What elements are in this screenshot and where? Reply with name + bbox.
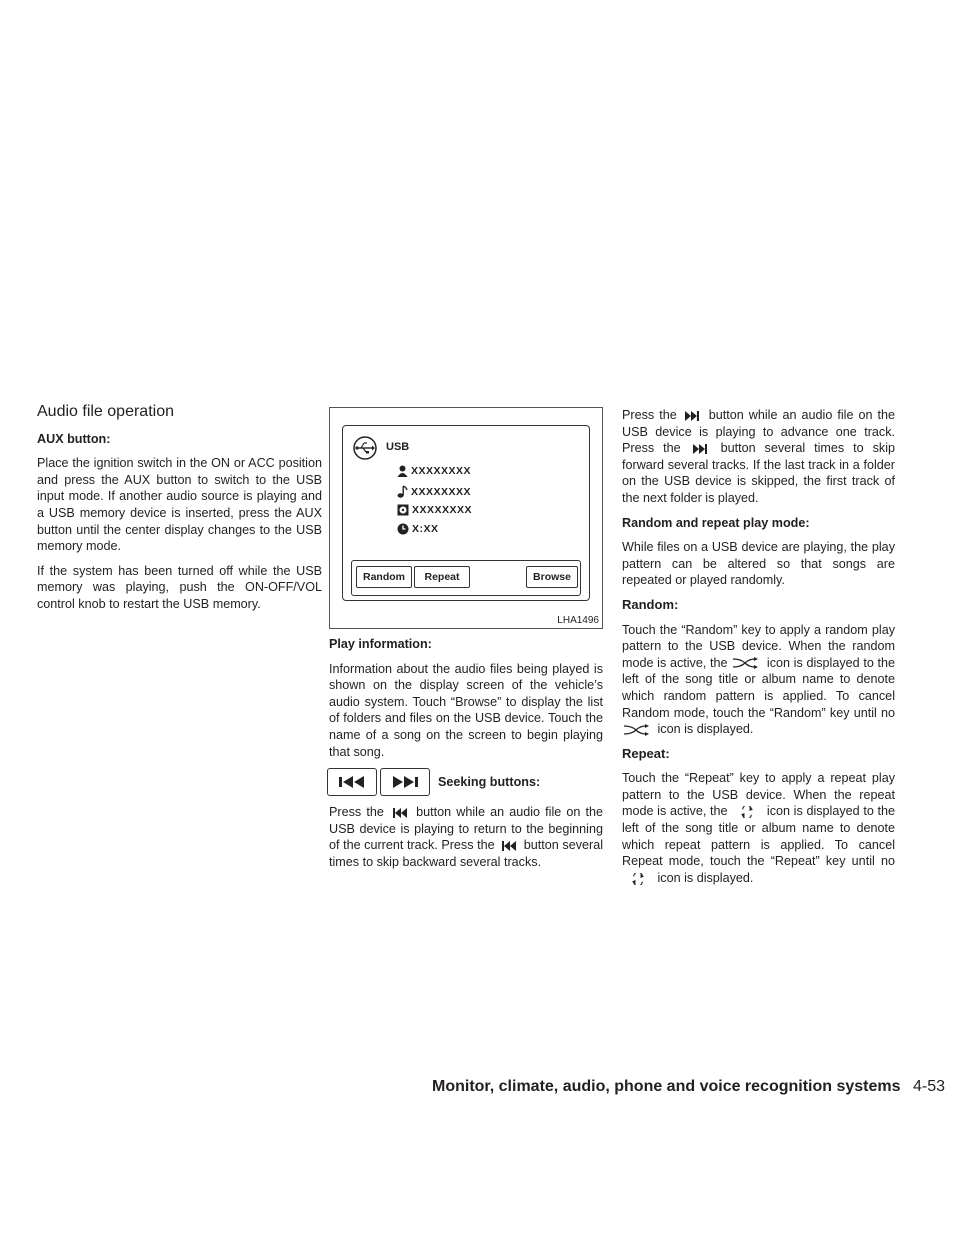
forward-text-c: button several times to skip forward several tracks. If the last track in a folder on the USB device is skipped, the first track of the next folder is played. <box>622 441 896 505</box>
skip-forward-icon <box>682 410 704 422</box>
random-text-c: icon is displayed. <box>657 722 754 737</box>
album-row <box>397 504 472 516</box>
skip-back-icon <box>389 807 411 819</box>
aux-heading: AUX button: <box>37 431 111 446</box>
repeat-heading: Repeat: <box>622 745 670 761</box>
repeat-paragraph <box>622 770 895 886</box>
skip-forward-icon <box>391 776 419 788</box>
random-text-b: icon is displayed to the left of the song title or album name to denote which random pattern is applied. To cancel Random mode, touch the “Random” key until no <box>622 655 896 720</box>
aux-paragraph-2: If the system has been turned off while the USB memory was playing, push the ON-OFF/VOL control knob to restart the USB memory. <box>37 563 322 611</box>
usb-screen-figure <box>329 407 603 629</box>
play-info-paragraph: Information about the audio files being played is shown on the display screen of the vehicle’s audio system. Touch “Browse” to display the list of folders and files on the USB device. Touch the name of a song on the screen to begin playing that song. <box>329 661 603 759</box>
random-repeat-heading: Random and repeat play mode: <box>622 515 810 530</box>
random-text-a: Touch the “Random” key to apply a random play pattern to the USB device. When the random mode is active, the <box>622 622 895 670</box>
random-repeat-paragraph: While files on a USB device are playing, the play pattern can be altered so that songs are repeated or played randomly. <box>622 540 895 588</box>
seek-paragraph <box>329 804 603 870</box>
artist-row <box>397 465 471 477</box>
browse-button[interactable]: Browse <box>526 566 578 588</box>
shuffle-icon <box>731 657 763 669</box>
shuffle-icon <box>622 724 654 736</box>
usb-icon <box>351 436 379 460</box>
skip-back-button[interactable] <box>327 768 377 796</box>
column-1 <box>37 404 322 621</box>
forward-text-b: button while an audio file on the USB device is playing to advance one track. Press the <box>622 408 895 456</box>
column-2 <box>329 636 603 879</box>
random-paragraph <box>622 622 895 738</box>
section-title: Audio file operation <box>37 403 174 420</box>
column-3 <box>622 407 895 894</box>
repeat-text-a: Touch the “Repeat” key to apply a repeat play pattern to the USB device. When the repeat mode is active, the <box>622 771 895 819</box>
random-button[interactable]: Random <box>356 566 412 588</box>
song-row <box>397 485 471 498</box>
button-bar <box>351 560 581 596</box>
repeat-icon <box>622 873 654 885</box>
time-text: X:XX <box>412 523 439 535</box>
page-footer <box>432 1078 945 1096</box>
repeat-text-b: icon is displayed to the left of the song title or album name to denote which repeat pattern is applied. To cancel Repeat mode, touch the “Repeat” key until no <box>622 804 896 869</box>
repeat-icon <box>731 806 763 818</box>
usb-display-screen <box>342 425 590 601</box>
random-heading: Random: <box>622 596 679 612</box>
seek-buttons-label: Seeking buttons: <box>438 774 541 789</box>
seek-text-b: button while an audio file on the USB device is playing to return to the beginning of the current track. Press the <box>329 805 604 853</box>
seek-text-a: Press the <box>329 805 384 820</box>
seek-text-c: button several times to skip backward several tracks. <box>329 838 603 869</box>
repeat-text-c: icon is displayed. <box>657 870 754 885</box>
play-info-heading: Play information: <box>329 637 432 651</box>
skip-forward-icon <box>690 443 712 455</box>
chapter-title: Monitor, climate, audio, phone and voice recognition systems <box>432 1078 901 1095</box>
aux-paragraph-1: Place the ignition switch in the ON or ACC position and press the AUX button to switch to the USB input mode. If another audio source is playing and a USB memory device is inserted, press the AUX button until the center display changes to the USB memory mode. <box>37 456 322 554</box>
skip-forward-button[interactable] <box>380 768 430 796</box>
music-note-icon <box>397 485 408 498</box>
album-text: XXXXXXXX <box>412 504 473 516</box>
page-number: 4-53 <box>912 1078 946 1095</box>
screen-title: USB <box>386 441 410 453</box>
seek-buttons-group <box>327 768 603 796</box>
clock-icon <box>397 523 409 535</box>
time-row <box>397 523 439 535</box>
repeat-button[interactable]: Repeat <box>414 566 470 588</box>
forward-text-a: Press the <box>622 408 677 422</box>
skip-back-icon <box>338 776 366 788</box>
album-icon <box>397 504 409 516</box>
artist-icon <box>397 465 408 477</box>
artist-text: XXXXXXXX <box>411 465 472 477</box>
skip-back-icon <box>498 840 520 852</box>
forward-paragraph <box>622 407 895 507</box>
figure-code: LHA1496 <box>557 615 599 626</box>
song-text: XXXXXXXX <box>411 485 472 498</box>
